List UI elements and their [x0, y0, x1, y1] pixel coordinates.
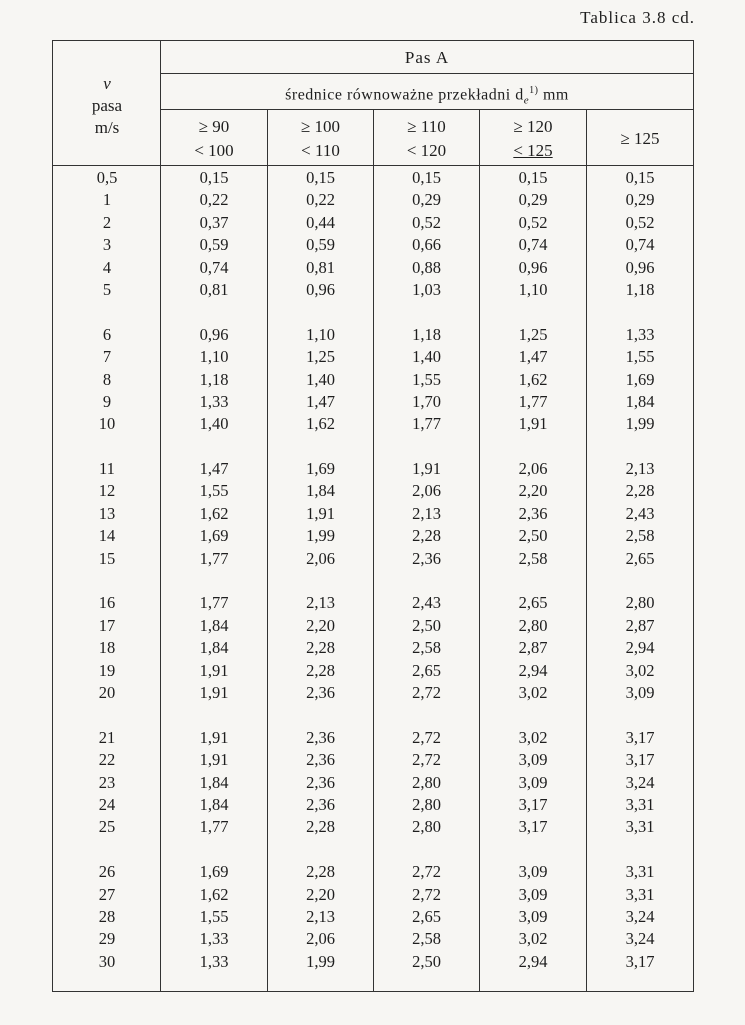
value-cell: 1,47 [199, 459, 229, 479]
value-cell: 3,02 [518, 929, 548, 949]
value-cell: 1,47 [306, 391, 335, 411]
belt-type-header: Pas A [404, 48, 450, 67]
velocity-cell: 22 [98, 750, 116, 770]
value-cell: 3,31 [625, 794, 655, 814]
header-bottom-rule [53, 165, 694, 166]
value-cell: 3,09 [518, 906, 548, 926]
value-cell: 0,29 [518, 190, 548, 210]
value-cell: 2,87 [518, 638, 548, 658]
value-cell: 0,66 [412, 235, 441, 255]
group-spacer [268, 704, 373, 726]
value-column-120-125 [480, 167, 586, 973]
group-spacer [268, 839, 373, 861]
value-cell: 1,62 [518, 369, 548, 389]
value-cell: 0,59 [199, 235, 229, 255]
value-cell: 1,91 [412, 459, 441, 479]
value-cell: 2,72 [412, 884, 441, 904]
value-cell: 1,84 [199, 794, 229, 814]
value-cell: 1,55 [199, 481, 229, 501]
value-cell: 2,36 [306, 794, 335, 814]
value-cell: 2,06 [412, 481, 441, 501]
value-cell: 2,80 [412, 817, 441, 837]
value-cell: 2,28 [306, 862, 335, 882]
value-cell: 1,10 [518, 279, 548, 299]
value-cell: 1,40 [306, 369, 335, 389]
value-cell: 2,13 [625, 459, 655, 479]
value-cell: 1,91 [518, 414, 548, 434]
group-spacer [53, 704, 161, 726]
value-cell: 1,84 [625, 391, 655, 411]
value-cell: 1,99 [306, 526, 335, 546]
group-spacer [587, 301, 693, 323]
value-cell: 2,36 [412, 548, 441, 568]
value-cell: 1,18 [199, 369, 229, 389]
group-spacer [480, 839, 586, 861]
value-cell: 1,03 [412, 279, 441, 299]
value-cell: 3,24 [625, 906, 655, 926]
value-cell: 1,77 [199, 593, 229, 613]
velocity-cell: 24 [98, 794, 116, 814]
value-cell: 1,55 [199, 906, 229, 926]
value-cell: 2,58 [412, 929, 441, 949]
value-cell: 0,96 [306, 279, 335, 299]
value-cell: 3,09 [518, 884, 548, 904]
value-cell: 2,65 [412, 906, 441, 926]
velocity-cell: 0,5 [96, 168, 118, 187]
velocity-cell: 15 [98, 548, 116, 568]
value-cell: 3,17 [625, 951, 655, 971]
velocity-cell: 9 [102, 391, 112, 411]
value-column-110-120 [374, 167, 479, 973]
value-cell: 3,17 [518, 794, 548, 814]
group-spacer [587, 436, 693, 458]
group-spacer [53, 436, 161, 458]
value-cell: 2,06 [306, 548, 335, 568]
value-cell: 0,29 [625, 190, 655, 210]
group-spacer [480, 436, 586, 458]
value-cell: 2,36 [518, 503, 548, 523]
value-cell: 2,13 [306, 593, 335, 613]
value-cell: 2,13 [412, 503, 441, 523]
group-spacer [374, 436, 479, 458]
value-cell: 3,24 [625, 929, 655, 949]
value-cell: 0,59 [306, 235, 335, 255]
value-cell: 2,06 [306, 929, 335, 949]
value-cell: 3,02 [625, 660, 655, 680]
group-spacer [53, 301, 161, 323]
group-spacer [587, 570, 693, 592]
value-cell: 0,52 [518, 212, 548, 232]
value-cell: 3,31 [625, 817, 655, 837]
value-cell: 0,15 [199, 168, 229, 187]
value-cell: 2,36 [306, 682, 335, 702]
group-spacer [480, 704, 586, 726]
velocity-cell: 6 [102, 324, 112, 344]
value-column-90-100 [161, 167, 267, 973]
value-cell: 1,84 [199, 772, 229, 792]
velocity-cell: 11 [99, 459, 115, 479]
value-cell: 1,18 [412, 324, 441, 344]
value-cell: 2,28 [625, 481, 655, 501]
value-cell: 1,77 [412, 414, 441, 434]
value-cell: 3,09 [518, 750, 548, 770]
diameter-header: średnice równoważne przekładni $d_e^{1)}$ mm [285, 85, 569, 107]
value-cell: 1,62 [199, 503, 229, 523]
value-cell: 2,20 [306, 884, 335, 904]
group-spacer [161, 704, 267, 726]
value-cell: 1,25 [306, 347, 335, 367]
velocity-cell: 29 [98, 929, 116, 949]
value-cell: 2,87 [625, 615, 655, 635]
value-cell: 1,10 [199, 347, 229, 367]
value-cell: 2,20 [306, 615, 335, 635]
velocity-cell: 30 [98, 951, 116, 971]
velocity-cell: 17 [98, 615, 116, 635]
group-spacer [480, 301, 586, 323]
group-spacer [268, 570, 373, 592]
value-cell: 1,91 [199, 682, 229, 702]
value-cell: 0,81 [306, 257, 335, 277]
value-cell: 0,22 [306, 190, 335, 210]
velocity-cell: 8 [102, 369, 112, 389]
value-cell: 0,15 [412, 168, 441, 187]
value-cell: 1,84 [199, 638, 229, 658]
group-spacer [161, 570, 267, 592]
velocity-cell: 23 [98, 772, 116, 792]
value-cell: 1,69 [199, 526, 229, 546]
velocity-cell: 14 [98, 526, 116, 546]
value-cell: 0,44 [306, 212, 335, 232]
column-header-125: ≥ 125 [620, 129, 660, 148]
velocity-cell: 7 [102, 347, 112, 367]
value-cell: 1,91 [199, 660, 229, 680]
value-cell: 2,80 [625, 593, 655, 613]
value-cell: 3,24 [625, 772, 655, 792]
value-cell: 2,72 [412, 862, 441, 882]
value-cell: 0,52 [625, 212, 655, 232]
value-cell: 2,72 [412, 750, 441, 770]
data-table [52, 40, 694, 992]
value-cell: 0,22 [199, 190, 229, 210]
velocity-cell: 3 [102, 235, 112, 255]
group-spacer [161, 436, 267, 458]
value-cell: 1,69 [199, 862, 229, 882]
group-spacer [587, 704, 693, 726]
velocity-cell: 4 [102, 257, 112, 277]
value-cell: 0,74 [518, 235, 548, 255]
value-cell: 1,91 [199, 727, 229, 747]
value-cell: 0,96 [518, 257, 548, 277]
value-cell: 0,15 [625, 168, 655, 187]
value-cell: 1,77 [199, 817, 229, 837]
value-cell: 0,74 [625, 235, 655, 255]
velocity-cell: 25 [98, 817, 116, 837]
value-cell: 2,28 [306, 660, 335, 680]
value-cell: 2,65 [412, 660, 441, 680]
value-cell: 2,43 [412, 593, 441, 613]
velocity-cell: 20 [98, 682, 116, 702]
value-cell: 1,33 [199, 929, 229, 949]
velocity-cell: 1 [102, 190, 112, 210]
group-spacer [374, 570, 479, 592]
value-cell: 2,80 [518, 615, 548, 635]
velocity-cell: 13 [98, 503, 116, 523]
value-cell: 3,09 [518, 862, 548, 882]
value-cell: 1,70 [412, 391, 441, 411]
value-cell: 1,47 [518, 347, 548, 367]
value-cell: 2,43 [625, 503, 655, 523]
value-cell: 1,18 [625, 279, 655, 299]
value-cell: 0,37 [199, 212, 229, 232]
value-cell: 3,17 [518, 817, 548, 837]
value-cell: 2,58 [518, 548, 548, 568]
value-cell: 0,81 [199, 279, 229, 299]
header-divider [160, 109, 694, 110]
velocity-cell: 16 [98, 593, 116, 613]
value-cell: 2,72 [412, 727, 441, 747]
value-cell: 1,77 [518, 391, 548, 411]
value-column-125 [587, 167, 693, 973]
value-cell: 2,50 [412, 951, 441, 971]
velocity-column [53, 167, 161, 973]
value-cell: 0,96 [625, 257, 655, 277]
column-header-110-120: ≥ 110 < 120 [406, 117, 447, 160]
value-cell: 1,99 [625, 414, 655, 434]
value-cell: 0,96 [199, 324, 229, 344]
value-cell: 1,77 [199, 548, 229, 568]
value-column-100-110 [268, 167, 373, 973]
value-cell: 3,02 [518, 682, 548, 702]
value-cell: 2,28 [306, 638, 335, 658]
velocity-cell: 19 [98, 660, 116, 680]
value-cell: 2,58 [412, 638, 441, 658]
velocity-cell: 27 [98, 884, 116, 904]
value-cell: 1,84 [199, 615, 229, 635]
value-cell: 0,52 [412, 212, 441, 232]
value-cell: 1,69 [306, 459, 335, 479]
value-cell: 2,50 [518, 526, 548, 546]
value-cell: 1,55 [412, 369, 441, 389]
value-cell: 0,29 [412, 190, 441, 210]
value-cell: 2,20 [518, 481, 548, 501]
value-cell: 2,72 [412, 682, 441, 702]
value-cell: 1,91 [306, 503, 335, 523]
value-cell: 1,33 [199, 391, 229, 411]
value-cell: 2,58 [625, 526, 655, 546]
value-cell: 0,15 [306, 168, 335, 187]
value-cell: 0,74 [199, 257, 229, 277]
header-divider [160, 73, 694, 74]
value-cell: 1,40 [199, 414, 229, 434]
value-cell: 1,91 [199, 750, 229, 770]
value-cell: 3,31 [625, 862, 655, 882]
group-spacer [374, 704, 479, 726]
velocity-cell: 10 [98, 414, 116, 434]
group-spacer [53, 570, 161, 592]
value-cell: 2,94 [518, 660, 548, 680]
value-cell: 0,88 [412, 257, 441, 277]
velocity-header: v pasa m/s [91, 74, 123, 137]
value-cell: 3,09 [625, 682, 655, 702]
value-cell: 2,36 [306, 750, 335, 770]
group-spacer [587, 839, 693, 861]
group-spacer [374, 301, 479, 323]
value-cell: 3,17 [625, 727, 655, 747]
value-cell: 3,31 [625, 884, 655, 904]
value-cell: 2,80 [412, 772, 441, 792]
group-spacer [53, 839, 161, 861]
value-cell: 1,62 [199, 884, 229, 904]
velocity-cell: 18 [98, 638, 116, 658]
group-spacer [161, 839, 267, 861]
value-cell: 2,94 [625, 638, 655, 658]
value-cell: 2,65 [518, 593, 548, 613]
column-header-120-125: ≥ 120 < 125 [513, 117, 553, 160]
group-spacer [268, 301, 373, 323]
value-cell: 1,55 [625, 347, 655, 367]
value-cell: 2,06 [518, 459, 548, 479]
velocity-cell: 26 [98, 862, 116, 882]
value-cell: 2,13 [306, 906, 335, 926]
group-spacer [268, 436, 373, 458]
value-cell: 3,02 [518, 727, 548, 747]
value-cell: 1,62 [306, 414, 335, 434]
group-spacer [480, 570, 586, 592]
value-cell: 0,15 [518, 168, 548, 187]
table-caption: Tablica 3.8 cd. [580, 8, 695, 27]
value-cell: 1,40 [412, 347, 441, 367]
value-cell: 2,36 [306, 772, 335, 792]
value-cell: 3,09 [518, 772, 548, 792]
velocity-cell: 12 [98, 481, 116, 501]
velocity-cell: 21 [98, 727, 116, 747]
group-spacer [161, 301, 267, 323]
value-cell: 1,84 [306, 481, 335, 501]
value-cell: 2,28 [412, 526, 441, 546]
velocity-cell: 5 [102, 279, 112, 299]
value-cell: 1,33 [625, 324, 655, 344]
value-cell: 1,99 [306, 951, 335, 971]
value-cell: 2,28 [306, 817, 335, 837]
value-cell: 2,65 [625, 548, 655, 568]
value-cell: 2,50 [412, 615, 441, 635]
value-cell: 2,36 [306, 727, 335, 747]
value-cell: 1,10 [306, 324, 335, 344]
value-cell: 1,69 [625, 369, 655, 389]
value-cell: 3,17 [625, 750, 655, 770]
value-cell: 1,33 [199, 951, 229, 971]
column-header-100-110: ≥ 100 < 110 [300, 117, 341, 160]
value-cell: 1,25 [518, 324, 548, 344]
velocity-cell: 28 [98, 906, 116, 926]
column-header-90-100: ≥ 90 < 100 [194, 117, 234, 160]
value-cell: 2,80 [412, 794, 441, 814]
group-spacer [374, 839, 479, 861]
velocity-cell: 2 [102, 212, 112, 232]
value-cell: 2,94 [518, 951, 548, 971]
